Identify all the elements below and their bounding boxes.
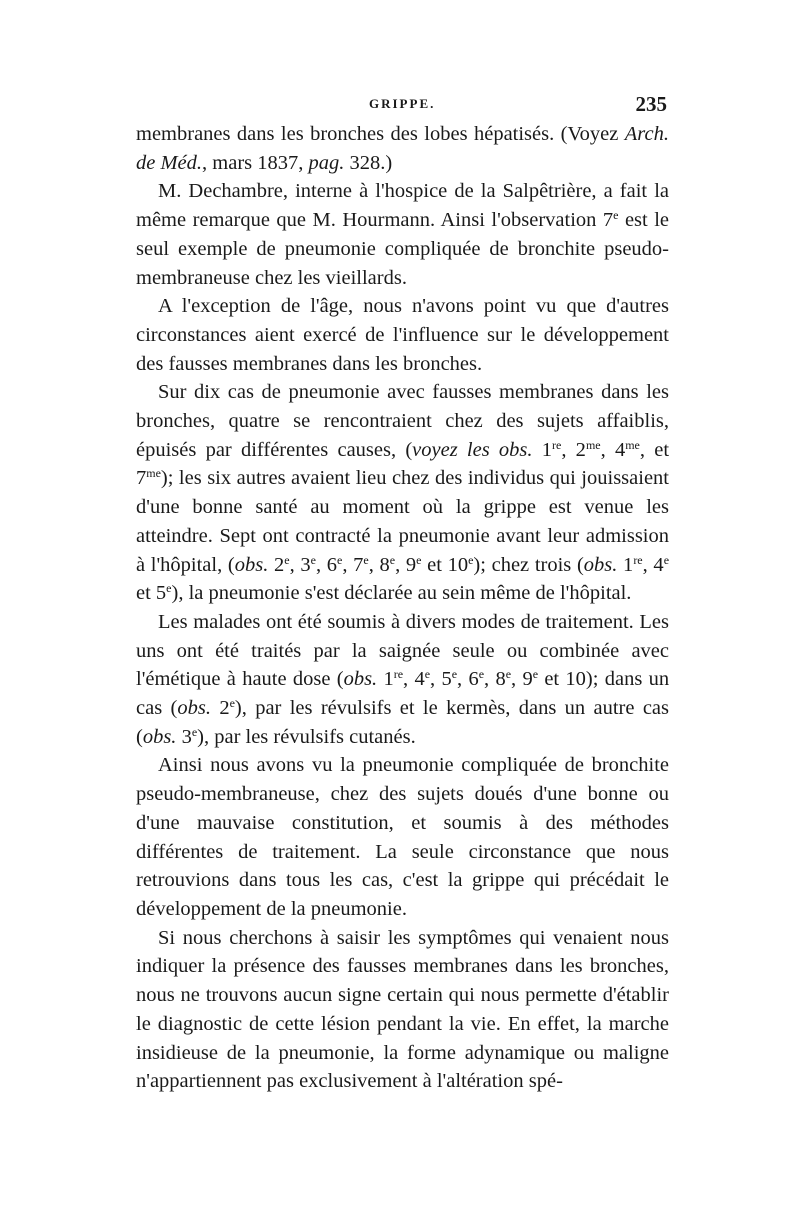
superscript-ordinal: e — [416, 552, 422, 567]
paragraph — [136, 378, 669, 608]
superscript-ordinal: e — [337, 552, 343, 567]
superscript-ordinal: e — [478, 667, 485, 682]
superscript-ordinal: e — [451, 667, 458, 682]
text-run: , 6 — [457, 668, 479, 691]
superscript-ordinal: e — [424, 667, 431, 682]
book-page — [136, 92, 669, 1096]
superscript-ordinal: re — [552, 437, 562, 452]
superscript-ordinal: e — [310, 552, 316, 567]
paragraph — [136, 924, 669, 1096]
superscript-ordinal: me — [625, 437, 640, 452]
text-run: , 8 — [484, 668, 506, 691]
superscript-ordinal: e — [505, 667, 512, 682]
text-run: , et 7 — [136, 438, 670, 490]
text-run: , 4 — [403, 668, 425, 691]
text-run: , 7 — [342, 553, 364, 576]
text-run: est le seul exemple de pneumonie compliquée de bronchite pseudo-membraneuse chez les vieillards. — [136, 209, 670, 289]
superscript-ordinal: e — [663, 552, 670, 567]
paragraph — [136, 751, 669, 923]
text-run: Ainsi nous avons vu la pneumonie compliquée de bronchite pseudo-membraneuse, chez des sujets doués d'une bonne ou d'une mauvaise constitution, et soumis à des méthodes différentes de traitement. La seule circonstance que nous retrouvions dans tous les cas, c'est la grippe qui précédait le développement de la pneumonie. — [136, 754, 669, 920]
text-run: Sur dix cas de pneumonie avec fausses membranes dans les bronches, quatre se rencontraient chez des sujets affaiblis, épuisés par différentes causes, ( — [136, 381, 669, 461]
text-run: , 9 — [395, 553, 417, 576]
text-run: ), la pneumonie s'est déclarée au sein même de l'hôpital. — [171, 582, 632, 605]
superscript-ordinal: re — [633, 552, 643, 567]
text-run: 1 — [377, 668, 394, 691]
superscript-ordinal: e — [532, 667, 539, 682]
text-run: ); les six autres avaient lieu chez des individus qui jouissaient d'une bonne santé au moment où la grippe est venue les atteindre. Sept ont contracté la pneumonie avant leur admission à l'hôpital, ( — [136, 467, 669, 576]
superscript-ordinal: e — [389, 552, 396, 567]
superscript-ordinal: e — [191, 724, 198, 739]
paragraph — [136, 608, 669, 752]
italic-text: voyez les obs. — [412, 438, 533, 461]
text-run: , 9 — [511, 668, 533, 691]
italic-text: obs. — [142, 725, 177, 748]
superscript-ordinal: e — [613, 208, 619, 223]
superscript-ordinal: e — [166, 581, 172, 596]
text-run: , 2 — [561, 438, 586, 461]
text-run: et 5 — [136, 582, 167, 605]
italic-text: Arch. de Méd. — [136, 123, 669, 174]
text-run: Si nous cherchons à saisir les symptômes qui venaient nous indiquer la présence des fausses membranes dans les bronches, nous ne trouvons aucun signe certain qui nous permette d'établir le diagnostic de cette lésion pendant la vie. En effet, la marche insidieuse de la pneumonie, la forme adynamique ou maligne n'appartiennent pas exclusivement à l'altération spé- — [136, 926, 669, 1093]
text-run: , 8 — [368, 553, 390, 576]
superscript-ordinal: me — [585, 437, 601, 452]
text-run: ), par les révulsifs et le kermès, dans un autre cas ( — [136, 697, 670, 748]
text-run: , 4 — [642, 553, 664, 576]
text-run: ), par les révulsifs cutanés. — [197, 725, 416, 748]
text-run: A l'exception de l'âge, nous n'avons point vu que d'autres circonstances aient exercé de l'influence sur le développement des fausses membranes dans les bronches. — [136, 295, 669, 375]
paragraph — [136, 292, 669, 378]
superscript-ordinal: re — [393, 667, 404, 682]
text-run: , 4 — [600, 438, 626, 461]
body-text — [136, 120, 669, 1096]
paragraph — [136, 120, 669, 177]
text-run: M. Dechambre, interne à l'hospice de la Salpêtrière, a fait la même remarque que M. Hourmann. Ainsi l'observation 7 — [136, 180, 669, 232]
text-run: 328.) — [344, 151, 393, 174]
superscript-ordinal: e — [284, 552, 290, 567]
page-number: 235 — [635, 92, 667, 116]
text-run: 2 — [210, 697, 230, 720]
running-title: GRIPPE. — [369, 96, 436, 111]
text-run: ); chez trois ( — [473, 553, 584, 576]
text-run: 2 — [268, 553, 285, 576]
text-run: et 10 — [421, 553, 469, 576]
page-header — [136, 92, 669, 120]
text-run: 1 — [617, 553, 634, 576]
superscript-ordinal: me — [146, 466, 161, 481]
superscript-ordinal: e — [468, 552, 474, 567]
superscript-ordinal: e — [229, 696, 235, 711]
italic-text: pag. — [308, 151, 345, 174]
text-run: 1 — [532, 438, 552, 461]
italic-text: obs. — [583, 553, 618, 576]
text-run: membranes dans les bronches des lobes hépatisés. (Voyez — [136, 123, 625, 145]
italic-text: obs. — [343, 668, 378, 691]
text-run: 3 — [176, 725, 192, 748]
superscript-ordinal: e — [363, 552, 369, 567]
text-run: , 3 — [289, 553, 311, 576]
paragraph — [136, 177, 669, 292]
text-run: , 6 — [315, 553, 337, 576]
italic-text: obs. — [234, 553, 269, 576]
text-run: et 10); dans un cas ( — [136, 668, 670, 720]
text-run: , mars 1837, — [202, 151, 309, 174]
text-run: Les malades ont été soumis à divers modes de traitement. Les uns ont été traités par la saignée seule ou combinée avec l'émétique à haute dose ( — [136, 610, 669, 691]
text-run: , 5 — [430, 668, 452, 691]
italic-text: obs. — [177, 697, 211, 720]
